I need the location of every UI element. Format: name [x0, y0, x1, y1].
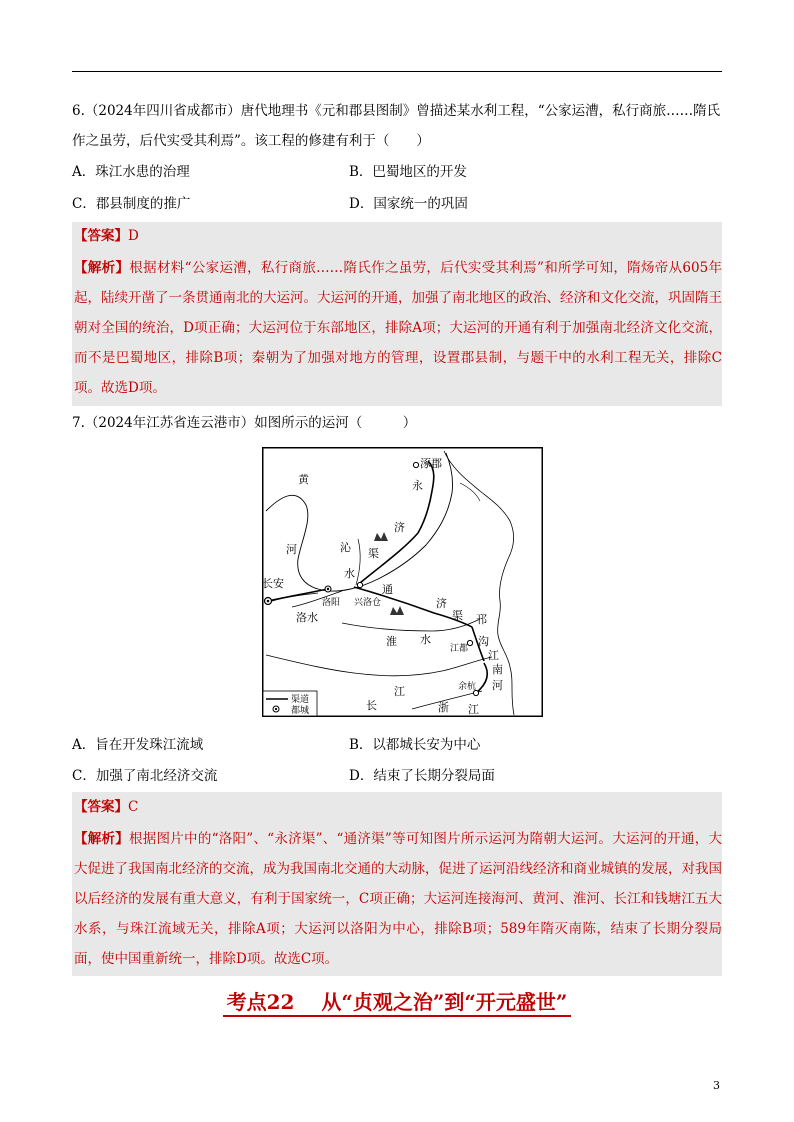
map-label-luoshui: 洛水: [296, 611, 318, 624]
map-label-yong: 永: [412, 479, 423, 492]
q6-option-c: C．郡县制度的推广: [72, 196, 191, 212]
map-label-yuhang: 余杭: [458, 682, 477, 692]
map-label-shui-1: 水: [344, 567, 355, 580]
q6-answer: [74, 226, 139, 246]
map-label-nan: 南: [492, 663, 503, 676]
map-label-zhe: 浙: [438, 701, 449, 714]
q6-analysis-text: 根据材料“公家运漕，私行商旅……隋氏作之虽劳，后代实受其利焉”和所学可知，隋炀帝从605年起，陆续开凿了一条贯通南北的大运河。大运河的开通，加强了南北地区的政治、经济和文化交流，巩固隋王朝对全国的统治，D项正确；大运河位于东部地区，排除A项；大运河的开通有利于加强南北经济文化交流，而不是巴蜀地区，排除B项；秦朝为了加强对地方的管理，设置郡县制，与题干中的水利工程无关，排除C项。故选D项。: [74, 260, 723, 396]
page-number: 3: [713, 1079, 720, 1092]
q7-analysis-text: 根据图片中的“洛阳”、“永济渠”、“通济渠”等可知图片所示运河为隋朝大运河。大运河的开通，大大促进了我国南北经济的交流，成为我国南北交通的大动脉，促进了运河沿线经济和商业城镇的发展，对我国以后经济的发展有重大意义，有利于国家统一，C项正确；大运河连接海河、黄河、淮河、长江和钱塘江五大水系，与珠江流域无关，排除A项；大运河以洛阳为中心，排除B项；589年隋灭南陈，结束了长期分裂局面，使中国重新统一，排除D项。故选C项。: [74, 831, 722, 967]
map-legend-canal: 渠道: [291, 695, 310, 705]
map-label-shui-2: 水: [420, 633, 431, 646]
map-label-changan: 长安: [262, 577, 284, 590]
map-label-ji-2: 济: [436, 597, 447, 610]
question-6-stem: 6.（2024年四川省成都市）唐代地理书《元和郡县图制》曾描述某水利工程，“公家运漕，私行商旅……隋氏作之虽劳，后代实受其利焉”。该工程的修建有利于（ ）: [72, 103, 721, 149]
map-jiangdu-marker: [467, 640, 472, 645]
map-xingluocang-marker: [357, 582, 362, 587]
map-label-han: 邗: [476, 613, 487, 626]
q7-option-a: A．旨在开发珠江流域: [72, 737, 204, 753]
map-label-qin: 沁: [340, 541, 351, 554]
map-label-jiang-2: 江: [488, 649, 499, 662]
map-label-ji-1: 济: [394, 521, 405, 534]
q6-answer-value: D: [128, 228, 139, 244]
section-heading-text: 考点22 从“贞观之治”到“开元盛世”: [223, 990, 572, 1017]
map-label-zhuojun: 涿郡: [420, 457, 442, 470]
map-label-chang: 长: [366, 699, 377, 712]
map-label-jiangdu: 江都: [450, 644, 469, 654]
map-legend-capital: 都城: [291, 706, 310, 716]
map-label-he-2: 河: [492, 679, 503, 692]
map-label-huang: 黄: [298, 473, 309, 486]
map-label-qu-1: 渠: [368, 547, 379, 560]
q7-answer-value: C: [128, 799, 139, 815]
map-label-he: 河: [286, 543, 297, 556]
map-label-jiang-3: 江: [468, 703, 479, 716]
q6-option-b: B．巴蜀地区的开发: [349, 164, 467, 180]
q7-analysis: [74, 824, 722, 974]
header-rule: [72, 71, 722, 72]
q6-analysis: [74, 253, 722, 403]
map-label-xingluocang: 兴洛仓: [354, 598, 382, 608]
q7-analysis-label: 【解析】: [74, 831, 130, 847]
map-label-gou: 沟: [478, 635, 489, 648]
q7-answer: [74, 797, 138, 817]
q7-option-b: B．以都城长安为中心: [349, 737, 481, 753]
section-heading: [0, 986, 794, 1015]
map-label-jiang-1: 江: [394, 685, 405, 698]
map-zhuojun-marker: [413, 462, 418, 467]
q7-answer-label: 【答案】: [74, 799, 128, 815]
q7-option-c: C．加强了南北经济交流: [72, 768, 218, 784]
map-label-tong: 通: [382, 583, 393, 596]
map-label-huai: 淮: [386, 635, 397, 648]
map-label-qu-2: 渠: [452, 609, 463, 622]
map-label-luoyang: 洛阳: [322, 598, 341, 608]
q7-option-d: D．结束了长期分裂局面: [349, 768, 495, 784]
q6-option-d: D．国家统一的巩固: [349, 196, 468, 212]
question-7-stem: 7.（2024年江苏省连云港市）如图所示的运河（ ）: [72, 415, 417, 431]
q6-option-a: A．珠江水患的治理: [72, 164, 190, 180]
map-legend-capital-swatch: [275, 708, 277, 710]
q6-analysis-label: 【解析】: [74, 260, 130, 276]
sui-grand-canal-map: [262, 447, 543, 717]
q6-answer-label: 【答案】: [74, 228, 128, 244]
